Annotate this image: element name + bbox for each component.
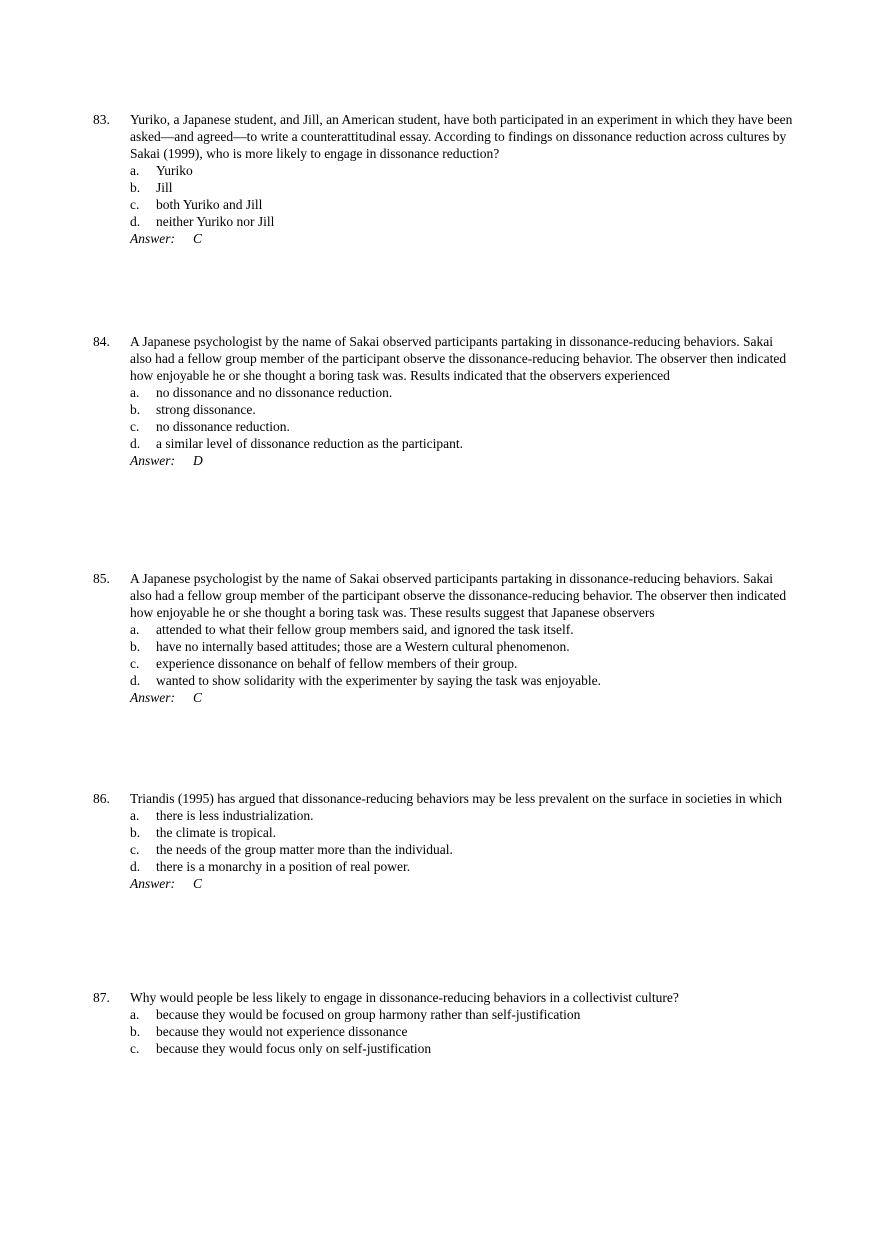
option-c xyxy=(93,841,793,858)
option-letter: c. xyxy=(130,197,140,212)
question-number: 83. xyxy=(93,112,110,127)
question-87 xyxy=(93,989,793,1057)
option-letter: a. xyxy=(130,622,140,637)
option-letter: b. xyxy=(130,825,141,840)
answer-line xyxy=(93,452,793,469)
option-c xyxy=(93,196,793,213)
option-text: no dissonance and no dissonance reduction. xyxy=(156,385,393,400)
option-list xyxy=(93,1006,793,1057)
option-letter: c. xyxy=(130,1041,140,1056)
option-text: Jill xyxy=(156,180,173,195)
answer-line xyxy=(93,875,793,892)
answer-value: C xyxy=(193,690,203,705)
option-text: neither Yuriko nor Jill xyxy=(156,214,275,229)
option-b xyxy=(93,824,793,841)
option-d xyxy=(93,435,793,452)
answer-line xyxy=(93,689,793,706)
option-text: strong dissonance. xyxy=(156,402,256,417)
option-text: Yuriko xyxy=(156,163,193,178)
option-letter: a. xyxy=(130,1007,140,1022)
question-stem xyxy=(93,989,793,1006)
question-85 xyxy=(93,570,793,706)
answer-value: C xyxy=(193,231,203,246)
question-83 xyxy=(93,111,793,247)
option-a xyxy=(93,807,793,824)
option-b xyxy=(93,401,793,418)
option-letter: a. xyxy=(130,385,140,400)
option-b xyxy=(93,1023,793,1040)
answer-label: Answer: xyxy=(130,231,175,246)
question-number: 86. xyxy=(93,791,110,806)
answer-value: D xyxy=(193,453,203,468)
question-stem xyxy=(93,570,793,621)
option-a xyxy=(93,621,793,638)
option-list xyxy=(93,621,793,689)
option-text: the climate is tropical. xyxy=(156,825,276,840)
option-letter: c. xyxy=(130,656,140,671)
option-text: attended to what their fellow group members said, and ignored the task itself. xyxy=(156,622,574,637)
option-letter: d. xyxy=(130,859,141,874)
option-letter: d. xyxy=(130,436,141,451)
answer-label: Answer: xyxy=(130,690,175,705)
option-c xyxy=(93,418,793,435)
option-a xyxy=(93,384,793,401)
option-text: there is a monarchy in a position of real power. xyxy=(156,859,411,874)
question-number: 84. xyxy=(93,334,110,349)
question-86 xyxy=(93,790,793,892)
answer-label: Answer: xyxy=(130,453,175,468)
option-letter: c. xyxy=(130,419,140,434)
option-b xyxy=(93,179,793,196)
option-letter: b. xyxy=(130,402,141,417)
option-letter: a. xyxy=(130,163,140,178)
option-text: the needs of the group matter more than the individual. xyxy=(156,842,453,857)
option-text: there is less industrialization. xyxy=(156,808,314,823)
option-text: a similar level of dissonance reduction as the participant. xyxy=(156,436,464,451)
question-text: A Japanese psychologist by the name of Sakai observed participants partaking in dissonance-reducing behaviors. Sakai also had a fellow group member of the participant observe the dissonance-reducing behavior. The observer then indicated how enjoyable he or she thought a boring task was. Results indicated that the observers experienced xyxy=(130,334,787,383)
option-c xyxy=(93,1040,793,1057)
option-b xyxy=(93,638,793,655)
question-text: A Japanese psychologist by the name of Sakai observed participants partaking in dissonance-reducing behaviors. Sakai also had a fellow group member of the participant observe the dissonance-reducing behavior. The observer then indicated how enjoyable he or she thought a boring task was. These results suggest that Japanese observers xyxy=(130,571,787,620)
option-text: wanted to show solidarity with the experimenter by saying the task was enjoyable. xyxy=(156,673,602,688)
answer-line xyxy=(93,230,793,247)
option-a xyxy=(93,162,793,179)
option-letter: a. xyxy=(130,808,140,823)
option-list xyxy=(93,807,793,875)
question-text: Yuriko, a Japanese student, and Jill, an American student, have both participated in an experiment in which they have been asked—and agreed—to write a counterattitudinal essay. According to findings on dissonance reduction across cultures by Sakai (1999), who is more likely to engage in dissonance reduction? xyxy=(130,112,793,161)
option-a xyxy=(93,1006,793,1023)
question-text: Triandis (1995) has argued that dissonance-reducing behaviors may be less prevalent on the surface in societies in which xyxy=(130,791,782,806)
option-letter: b. xyxy=(130,639,141,654)
question-stem xyxy=(93,111,793,162)
option-letter: b. xyxy=(130,1024,141,1039)
question-84 xyxy=(93,333,793,469)
option-text: because they would be focused on group harmony rather than self-justification xyxy=(156,1007,581,1022)
option-text: no dissonance reduction. xyxy=(156,419,290,434)
option-d xyxy=(93,858,793,875)
question-number: 85. xyxy=(93,571,110,586)
question-text: Why would people be less likely to engage in dissonance-reducing behaviors in a collectivist culture? xyxy=(130,990,679,1005)
question-number: 87. xyxy=(93,990,110,1005)
answer-label: Answer: xyxy=(130,876,175,891)
option-d xyxy=(93,213,793,230)
option-text: because they would not experience dissonance xyxy=(156,1024,408,1039)
option-list xyxy=(93,384,793,452)
option-text: because they would focus only on self-justification xyxy=(156,1041,432,1056)
option-letter: c. xyxy=(130,842,140,857)
option-letter: b. xyxy=(130,180,141,195)
option-text: have no internally based attitudes; those are a Western cultural phenomenon. xyxy=(156,639,570,654)
option-c xyxy=(93,655,793,672)
option-letter: d. xyxy=(130,673,141,688)
option-text: both Yuriko and Jill xyxy=(156,197,263,212)
question-stem xyxy=(93,333,793,384)
option-letter: d. xyxy=(130,214,141,229)
option-list xyxy=(93,162,793,230)
option-text: experience dissonance on behalf of fellow members of their group. xyxy=(156,656,518,671)
option-d xyxy=(93,672,793,689)
question-stem xyxy=(93,790,793,807)
answer-value: C xyxy=(193,876,203,891)
